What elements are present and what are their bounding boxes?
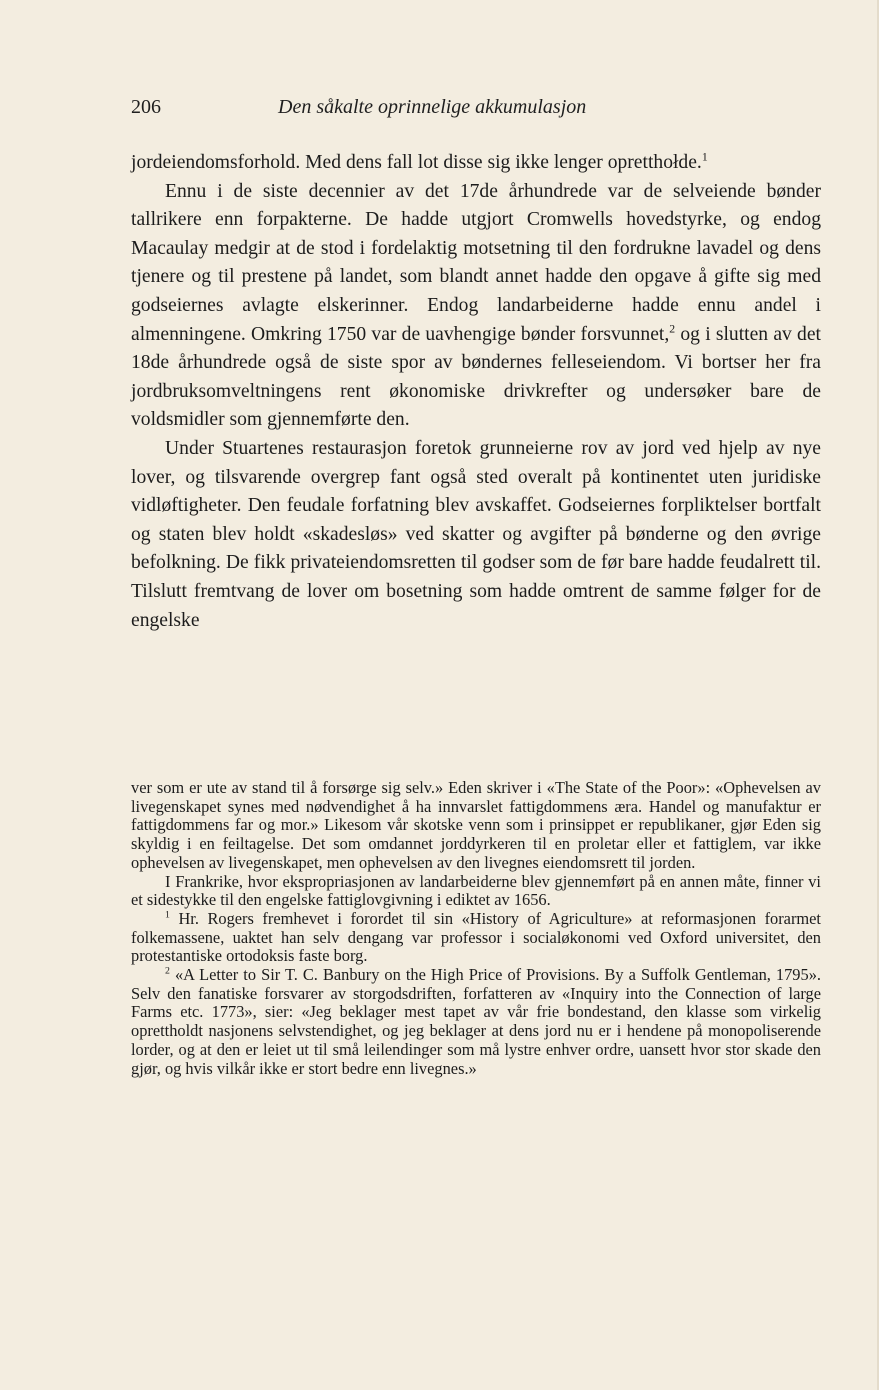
paragraph-2 <box>131 178 821 435</box>
running-title: Den såkalte oprinnelige akkumulasjon <box>278 96 587 118</box>
page-number: 206 <box>131 96 161 118</box>
footnote-2-mark: 2 <box>165 965 170 977</box>
footnote-continuation: ver som er ute av stand til å forsørge sig selv.» Eden skriver i «The State of the Poor»: «Ophevelsen av livegenskapet synes med nødvendighet å ha innvarslet fattigdommens æra. Handel og manufaktur er fattigdommens far og mor.» Likesom vår skotske venn som i prinsippet er republikaner, gjør Eden sig skyldig i en feiltagelse. Det som omdannet jorddyrkeren til en proletar eller et fattiglem, var ikke ophevelsen av livegenskapet, men ophevelsen av den livegnes eiendomsrett til jorden. <box>131 778 821 872</box>
footnote-1 <box>131 910 821 966</box>
footnote-1-mark: 1 <box>165 909 170 921</box>
paragraph-2-text-b: og i slutten av det 18de århundrede også de siste spor av bøndernes felleseiendom. Vi bortser her fra jordbruksomveltningens rent økonomiske drivkrefter og undersøker bare de voldsmidler som gjennemførte den. <box>131 323 821 431</box>
paragraph-1-text: jordeiendomsforhold. Med dens fall lot disse sig ikke lenger opretthołde. <box>131 152 702 173</box>
footnote-2 <box>131 966 821 1078</box>
running-header <box>131 96 821 124</box>
paragraph-1 <box>131 149 821 178</box>
footnote-1-text: Hr. Rogers fremhevet i forordet til sin «History of Agriculture» at reformasjonen forarmet folkemassene, uaktet han selv dengang var professor i socialøkonomi ved Oxford universitet, den protestantiske ortodoksis faste borg. <box>131 908 821 966</box>
footnotes <box>131 779 821 1078</box>
main-text <box>131 149 821 635</box>
footnote-ref-1: 1 <box>701 150 708 164</box>
footnote-2-text: «A Letter to Sir T. C. Banbury on the High Price of Provisions. By a Suffolk Gentleman, 1795». Selv den fanatiske forsvarer av storgodsdriften, forfatteren av «Inquiry into the Connection of large Farms etc. 1773», sier: «Jeg beklager mest tapet av vår frie bondestand, den klasse som virkelig oprettholdt nasjonens selvstendighet, og jeg beklager at dens jord nu er i hendene på monopoliserende lorder, og at den er leiet ut til små leilendinger som må lystre enhver ordre, uansett hvor stor skade den gjør, og hvis vilkår ikke er stort bedre enn livegnes.» <box>131 965 821 1078</box>
paragraph-3: Under Stuartenes restaurasjon foretok grunneierne rov av jord ved hjelp av nye lover, og tilsvarende overgrep fant også sted overalt på kontinentet uten juridiske vidløftigheter. Den feudale forfatning blev avskaffet. Godseiernes forpliktelser bortfalt og staten blev holdt «skadesløs» ved skatter og avgifter på bønderne og den øvrige befolkning. De fikk privateiendomsretten til godser som de før bare hadde feudalrett til. Tilslutt fremtvang de lover om bosetning som hadde omtrent de samme følger for de engelske <box>131 437 821 631</box>
footnote-ref-2: 2 <box>669 322 676 336</box>
footnote-france: I Frankrike, hvor ekspropriasjonen av landarbeiderne blev gjennemført på en annen måte, finner vi et sidestykke til den engelske fattiglovgivning i ediktet av 1656. <box>131 871 821 910</box>
paragraph-2-text-a: Ennu i de siste decennier av det 17de århundrede var de selveiende bønder tallrikere enn forpakterne. De hadde utgjort Cromwells hovedstyrke, og endog Macaulay medgir at de stod i fordelaktig motsetning til den fordrukne lavadel og dens tjenere og til prestene på landet, som blandt annet hadde den opgave å gifte sig med godseiernes avlagte elskerinner. Endog landarbeiderne hadde ennu andel i almenningene. Omkring 1750 var de uavhengige bønder forsvunnet, <box>131 180 821 345</box>
